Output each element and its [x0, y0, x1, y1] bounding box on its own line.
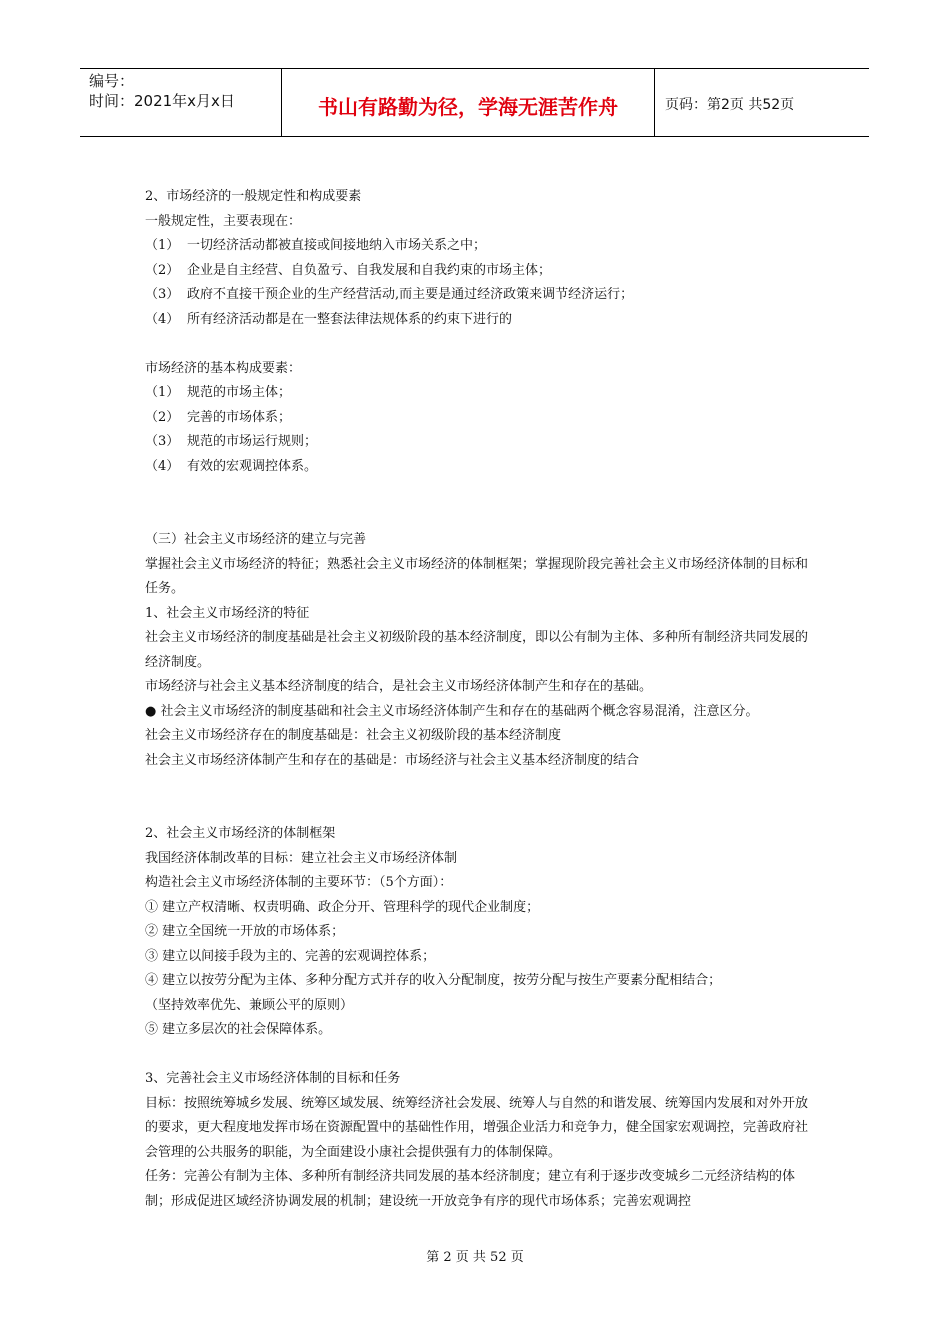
list-item: ④ 建立以按劳分配为主体、多种分配方式并存的收入分配制度，按劳分配与按生产要素分配相结合； [145, 973, 722, 988]
list-item: （1） 规范的市场主体； [145, 385, 292, 400]
header-middle-cell [281, 69, 655, 136]
paragraph: 一般规定性，主要表现在： [145, 213, 302, 229]
subsection-heading: 1、社会主义市场经济的特征 [145, 605, 310, 621]
list-item: （3） 规范的市场运行规则； [145, 434, 318, 449]
paragraph: 掌握社会主义市场经济的特征；熟悉社会主义市场经济的体制框架；掌握现阶段完善社会主义市场经济体制的目标和任务。 [145, 556, 809, 596]
section-heading: （三）社会主义市场经济的建立与完善 [145, 532, 367, 547]
paragraph: 我国经济体制改革的目标：建立社会主义市场经济体制 [145, 850, 458, 866]
header-right-cell [654, 69, 869, 136]
subsection-heading: 3、完善社会主义市场经济体制的目标和任务 [145, 1071, 401, 1086]
list-item: （坚持效率优先、兼顾公平的原则） [145, 997, 354, 1013]
paragraph: 市场经济与社会主义基本经济制度的结合，是社会主义市场经济体制产生和存在的基础。 [145, 679, 653, 694]
paragraph: 社会主义市场经济存在的制度基础是：社会主义初级阶段的基本经济制度 [145, 728, 562, 743]
header-left-cell [80, 69, 281, 136]
paragraph: 任务：完善公有制为主体、多种所有制经济共同发展的基本经济制度；建立有利于逐步改变城乡二元经济结构的体制；形成促进区域经济协调发展的机制；建设统一开放竞争有序的现代市场体系；完善宏观调控 [145, 1169, 796, 1209]
list-item: ③ 建立以间接手段为主的、完善的宏观调控体系； [145, 948, 436, 964]
section-heading: 2、市场经济的一般规定性和构成要素 [145, 189, 362, 204]
page-footer: 第 2 页 共 52 页 [426, 1250, 524, 1265]
document-body [145, 185, 815, 1214]
header-motto: 书山有路勤为径，学海无涯苦作舟 [318, 95, 618, 119]
paragraph: 社会主义市场经济体制产生和存在的基础是：市场经济与社会主义基本经济制度的结合 [145, 752, 640, 768]
page-header [80, 68, 869, 137]
list-item: （4） 所有经济活动都是在一整套法律法规体系的约束下进行的 [145, 311, 513, 327]
list-item: （3） 政府不直接干预企业的生产经营活动,而主要是通过经济政策来调节经济运行； [145, 287, 634, 302]
list-item: （2） 完善的市场体系； [145, 409, 292, 425]
note-paragraph: ● 社会主义市场经济的制度基础和社会主义市场经济体制产生和存在的基础两个概念容易混淆，注意区分。 [145, 703, 759, 719]
document-time-label: 时间：2021年x月x日 [89, 92, 235, 110]
header-page-info: 页码：第2页 共52页 [665, 97, 795, 113]
list-item: ① 建立产权清晰、权责明确、政企分开、管理科学的现代企业制度； [145, 899, 540, 915]
list-item: （2） 企业是自主经营、自负盈亏、自我发展和自我约束的市场主体； [145, 262, 552, 278]
list-item: ⑤ 建立多层次的社会保障体系。 [145, 1022, 332, 1037]
list-item: （4） 有效的宏观调控体系。 [145, 458, 318, 474]
list-item: ② 建立全国统一开放的市场体系； [145, 924, 345, 939]
paragraph: 构造社会主义市场经济体制的主要环节：（5个方面）： [145, 875, 453, 890]
paragraph: 社会主义市场经济的制度基础是社会主义初级阶段的基本经济制度，即以公有制为主体、多种所有制经济共同发展的经济制度。 [145, 630, 809, 670]
document-code-label: 编号： [89, 72, 135, 90]
subsection-heading: 2、社会主义市场经济的体制框架 [145, 826, 336, 841]
list-item: （1） 一切经济活动都被直接或间接地纳入市场关系之中； [145, 238, 487, 253]
paragraph: 市场经济的基本构成要素： [145, 360, 302, 376]
paragraph: 目标：按照统筹城乡发展、统筹区域发展、统筹经济社会发展、统筹人与自然的和谐发展、统筹国内发展和对外开放的要求，更大程度地发挥市场在资源配置中的基础性作用，增强企业活力和竞争力，健全国家宏观调控，完善政府社会管理的公共服务的职能，为全面建设小康社会提供强有力的体制保障。 [145, 1095, 809, 1160]
